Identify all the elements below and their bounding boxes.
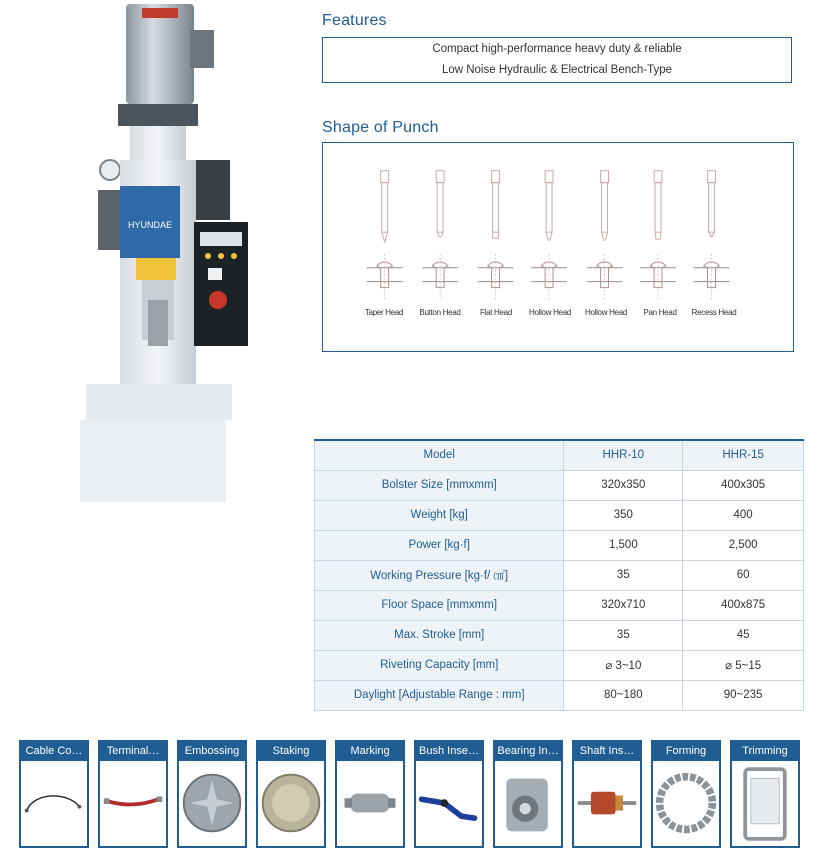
card-title: Trimming (732, 742, 798, 761)
punch-body (546, 183, 552, 233)
punch-label: Pan Head (643, 308, 677, 317)
punch-label: Flat Head (480, 308, 512, 317)
punch-tip (382, 232, 388, 242)
punch-title: Shape of Punch (322, 119, 439, 136)
cell-b: 2,500 (683, 530, 804, 560)
punch-drawing (323, 143, 793, 351)
process-card-cable[interactable] (19, 740, 89, 848)
forming-icon (653, 761, 719, 846)
punch-tip (709, 232, 715, 237)
cell-b: 400 (683, 500, 804, 530)
process-card-forming[interactable] (651, 740, 721, 848)
bearing-insert-icon (495, 761, 561, 846)
punch-diagram (322, 142, 794, 352)
cell-a: 320x710 (564, 590, 683, 620)
brand-text: HYUNDAE (127, 220, 173, 230)
process-gallery (19, 740, 794, 848)
table-row (315, 680, 804, 710)
trimming-icon (732, 761, 798, 846)
punch-shank (492, 171, 500, 183)
table-row (315, 650, 804, 680)
card-title: Forming (653, 742, 719, 761)
cell-b: 90~235 (683, 680, 804, 710)
punch-tip (655, 232, 661, 239)
punch-shank (654, 171, 662, 183)
punch-body (655, 183, 661, 233)
process-card-bearing-insert[interactable] (493, 740, 563, 848)
card-title: Cable Co… (21, 742, 87, 761)
row-label: Power [kg·f] (315, 530, 564, 560)
features-title: Features (322, 12, 387, 29)
embossing-icon (179, 761, 245, 846)
cell-a: 1,500 (564, 530, 683, 560)
table-row (315, 470, 804, 500)
punch-label: Hollow Head (528, 308, 572, 317)
table-row (315, 500, 804, 530)
terminal-icon (100, 761, 166, 846)
feature-line: Low Noise Hydraulic & Electrical Bench-Type (441, 64, 673, 76)
cell-a: 80~180 (564, 680, 683, 710)
card-title: Embossing (179, 742, 245, 761)
table-row (315, 560, 804, 590)
table-row (315, 530, 804, 560)
process-card-staking[interactable] (256, 740, 326, 848)
punch-shank (381, 171, 389, 183)
row-label: Daylight [Adjustable Range : mm] (315, 680, 564, 710)
card-title: Bearing In… (495, 742, 561, 761)
cell-a: ⌀ 3~10 (564, 650, 683, 680)
punch-tip (602, 232, 608, 240)
features-box (322, 37, 792, 83)
shaft-insert-icon (574, 761, 640, 846)
card-title: Terminal… (100, 742, 166, 761)
process-card-marking[interactable] (335, 740, 405, 848)
punch-tip (546, 232, 552, 240)
header-model-b: HHR-15 (683, 440, 804, 470)
process-card-trimming[interactable] (730, 740, 800, 848)
punch-shank (545, 171, 553, 183)
punch-body (382, 183, 388, 233)
cell-b: 400x305 (683, 470, 804, 500)
row-label: Working Pressure [kg·f/ ㎠] (315, 560, 564, 590)
cell-b: 60 (683, 560, 804, 590)
card-title: Staking (258, 742, 324, 761)
cell-b: ⌀ 5~15 (683, 650, 804, 680)
spec-table (314, 439, 804, 711)
feature-line: Compact high-performance heavy duty & reliable (432, 43, 682, 55)
row-label: Max. Stroke [mm] (315, 620, 564, 650)
process-card-terminal[interactable] (98, 740, 168, 848)
table-row (315, 590, 804, 620)
punch-body (437, 183, 443, 233)
punch-body (493, 183, 499, 233)
cable-icon (21, 761, 87, 846)
machine-image (78, 0, 253, 505)
row-label: Riveting Capacity [mm] (315, 650, 564, 680)
table-row (315, 620, 804, 650)
process-card-embossing[interactable] (177, 740, 247, 848)
punch-label: Recess Head (691, 308, 737, 317)
punch-tip (437, 232, 443, 237)
punch-label: Button Head (419, 308, 461, 317)
row-label: Weight [kg] (315, 500, 564, 530)
process-card-bush-insert[interactable] (414, 740, 484, 848)
cell-a: 320x350 (564, 470, 683, 500)
process-card-shaft-insert[interactable] (572, 740, 642, 848)
staking-icon (258, 761, 324, 846)
punch-shank (708, 171, 716, 183)
table-header-row (315, 440, 804, 470)
card-title: Marking (337, 742, 403, 761)
punch-shank (436, 171, 444, 183)
cell-b: 400x875 (683, 590, 804, 620)
punch-shank (601, 171, 609, 183)
header-model-a: HHR-10 (564, 440, 683, 470)
bush-insert-icon (416, 761, 482, 846)
card-title: Shaft Ins… (574, 742, 640, 761)
cell-b: 45 (683, 620, 804, 650)
marking-icon (337, 761, 403, 846)
cell-a: 350 (564, 500, 683, 530)
punch-body (709, 183, 715, 233)
row-label: Floor Space [mmxmm] (315, 590, 564, 620)
row-label: Bolster Size [mmxmm] (315, 470, 564, 500)
header-model: Model (315, 440, 564, 470)
punch-label: Hollow Head (584, 308, 628, 317)
card-title: Bush Inse… (416, 742, 482, 761)
cell-a: 35 (564, 560, 683, 590)
punch-tip (493, 232, 499, 238)
punch-body (602, 183, 608, 233)
punch-label: Taper Head (364, 308, 404, 317)
cell-a: 35 (564, 620, 683, 650)
